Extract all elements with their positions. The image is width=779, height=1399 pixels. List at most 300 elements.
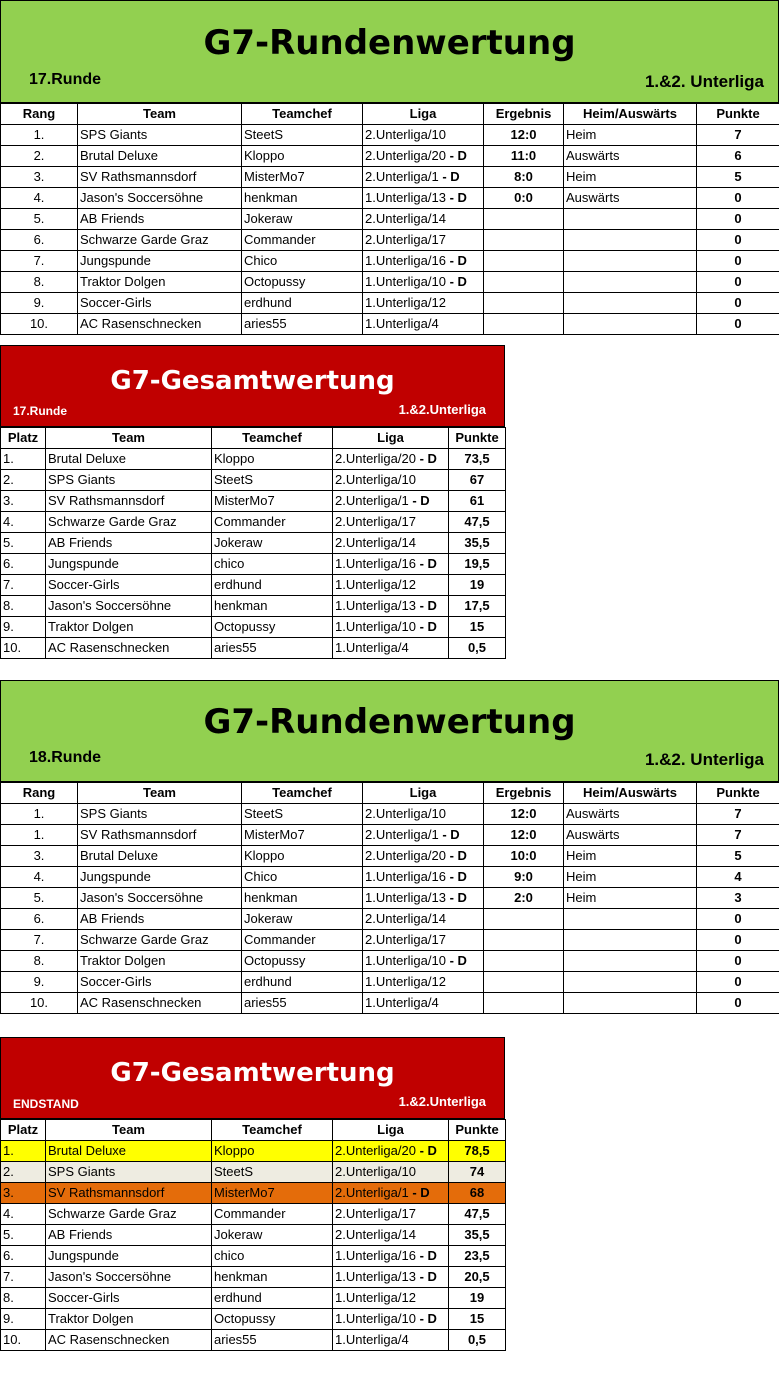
punkte-cell: 78,5 xyxy=(449,1141,506,1162)
punkte-cell: 6 xyxy=(697,146,779,167)
team-cell: SV Rathsmannsdorf xyxy=(46,1183,212,1204)
table-row xyxy=(1,993,779,1014)
table-row xyxy=(1,272,779,293)
punkte-cell: 5 xyxy=(697,846,779,867)
ergebnis-cell xyxy=(484,972,564,993)
ergebnis-cell: 12:0 xyxy=(484,825,564,846)
team-cell: AB Friends xyxy=(78,209,242,230)
liga-cell: 1.Unterliga/10 - D xyxy=(333,617,449,638)
punkte-cell: 20,5 xyxy=(449,1267,506,1288)
ergebnis-cell: 12:0 xyxy=(484,125,564,146)
team-cell: Schwarze Garde Graz xyxy=(78,930,242,951)
table-row xyxy=(1,146,779,167)
heim-auswaerts-cell: Auswärts xyxy=(564,804,697,825)
team-cell: Brutal Deluxe xyxy=(78,846,242,867)
round-label: 17.Runde xyxy=(13,404,68,418)
teamchef-cell: Jokeraw xyxy=(212,1225,333,1246)
rundenwertung-banner xyxy=(0,0,779,103)
heim-auswaerts-cell: Heim xyxy=(564,846,697,867)
col-header: Liga xyxy=(333,1120,449,1141)
team-cell: SV Rathsmannsdorf xyxy=(78,825,242,846)
rank-cell: 10. xyxy=(1,993,78,1014)
table-row xyxy=(1,804,779,825)
rank-cell: 3. xyxy=(1,167,78,188)
table-row xyxy=(1,617,506,638)
ergebnis-cell xyxy=(484,272,564,293)
teamchef-cell: Chico xyxy=(242,867,363,888)
ergebnis-cell: 0:0 xyxy=(484,188,564,209)
gesamtwertung-17 xyxy=(0,345,505,659)
teamchef-cell: erdhund xyxy=(212,575,333,596)
liga-cell: 1.Unterliga/16 - D xyxy=(363,251,484,272)
table-row xyxy=(1,230,779,251)
liga-cell: 1.Unterliga/12 xyxy=(333,575,449,596)
team-cell: SPS Giants xyxy=(78,125,242,146)
platz-cell: 10. xyxy=(1,1330,46,1351)
banner-title: G7-Rundenwertung xyxy=(203,23,576,63)
gesamtwertung-table xyxy=(0,427,506,659)
team-cell: Schwarze Garde Graz xyxy=(78,230,242,251)
table-row xyxy=(1,596,506,617)
heim-auswaerts-cell xyxy=(564,930,697,951)
col-header: Platz xyxy=(1,428,46,449)
teamchef-cell: SteetS xyxy=(242,125,363,146)
team-cell: SPS Giants xyxy=(78,804,242,825)
teamchef-cell: MisterMo7 xyxy=(242,825,363,846)
ergebnis-cell xyxy=(484,293,564,314)
col-header: Heim/Auswärts xyxy=(564,783,697,804)
liga-cell: 2.Unterliga/17 xyxy=(363,230,484,251)
punkte-cell: 47,5 xyxy=(449,512,506,533)
table-row xyxy=(1,125,779,146)
platz-cell: 10. xyxy=(1,638,46,659)
punkte-cell: 74 xyxy=(449,1162,506,1183)
teamchef-cell: erdhund xyxy=(242,972,363,993)
rank-cell: 8. xyxy=(1,951,78,972)
heim-auswaerts-cell xyxy=(564,230,697,251)
teamchef-cell: Commander xyxy=(212,1204,333,1225)
ergebnis-cell: 2:0 xyxy=(484,888,564,909)
team-cell: SPS Giants xyxy=(46,1162,212,1183)
table-row xyxy=(1,470,506,491)
platz-cell: 1. xyxy=(1,449,46,470)
liga-cell: 1.Unterliga/13 - D xyxy=(363,188,484,209)
liga-cell: 2.Unterliga/10 xyxy=(333,470,449,491)
punkte-cell: 0 xyxy=(697,930,779,951)
heim-auswaerts-cell: Auswärts xyxy=(564,825,697,846)
punkte-cell: 19,5 xyxy=(449,554,506,575)
col-header: Liga xyxy=(333,428,449,449)
team-cell: Jungspunde xyxy=(78,251,242,272)
punkte-cell: 47,5 xyxy=(449,1204,506,1225)
table-row xyxy=(1,638,506,659)
liga-cell: 2.Unterliga/1 - D xyxy=(363,167,484,188)
table-row xyxy=(1,512,506,533)
rank-cell: 1. xyxy=(1,804,78,825)
liga-cell: 1.Unterliga/12 xyxy=(363,972,484,993)
punkte-cell: 15 xyxy=(449,617,506,638)
teamchef-cell: henkman xyxy=(242,188,363,209)
table-row xyxy=(1,972,779,993)
teamchef-cell: MisterMo7 xyxy=(212,1183,333,1204)
platz-cell: 3. xyxy=(1,1183,46,1204)
table-row xyxy=(1,533,506,554)
platz-cell: 9. xyxy=(1,1309,46,1330)
team-cell: Soccer-Girls xyxy=(46,1288,212,1309)
heim-auswaerts-cell: Auswärts xyxy=(564,188,697,209)
table-row xyxy=(1,1162,506,1183)
punkte-cell: 0,5 xyxy=(449,638,506,659)
rank-cell: 7. xyxy=(1,251,78,272)
heim-auswaerts-cell: Heim xyxy=(564,867,697,888)
team-cell: Soccer-Girls xyxy=(78,293,242,314)
team-cell: Schwarze Garde Graz xyxy=(46,1204,212,1225)
gesamtwertung-endstand xyxy=(0,1037,505,1351)
liga-cell: 2.Unterliga/20 - D xyxy=(333,1141,449,1162)
ergebnis-cell xyxy=(484,251,564,272)
liga-cell: 2.Unterliga/20 - D xyxy=(333,449,449,470)
league-label: 1.&2.Unterliga xyxy=(398,1094,486,1109)
banner-title: G7-Rundenwertung xyxy=(203,702,576,742)
platz-cell: 9. xyxy=(1,617,46,638)
liga-cell: 1.Unterliga/4 xyxy=(333,638,449,659)
liga-cell: 1.Unterliga/16 - D xyxy=(333,554,449,575)
col-header: Punkte xyxy=(697,104,779,125)
teamchef-cell: Jokeraw xyxy=(242,209,363,230)
round-label: 18.Runde xyxy=(29,749,102,766)
teamchef-cell: Kloppo xyxy=(242,846,363,867)
teamchef-cell: Octopussy xyxy=(212,617,333,638)
punkte-cell: 7 xyxy=(697,804,779,825)
platz-cell: 2. xyxy=(1,470,46,491)
teamchef-cell: chico xyxy=(212,554,333,575)
teamchef-cell: aries55 xyxy=(242,993,363,1014)
team-cell: SV Rathsmannsdorf xyxy=(78,167,242,188)
col-header: Rang xyxy=(1,783,78,804)
platz-cell: 6. xyxy=(1,554,46,575)
liga-cell: 1.Unterliga/4 xyxy=(363,993,484,1014)
col-header: Punkte xyxy=(697,783,779,804)
punkte-cell: 3 xyxy=(697,888,779,909)
col-header: Teamchef xyxy=(212,428,333,449)
liga-cell: 1.Unterliga/4 xyxy=(363,314,484,335)
table-row xyxy=(1,867,779,888)
team-cell: Brutal Deluxe xyxy=(78,146,242,167)
punkte-cell: 35,5 xyxy=(449,533,506,554)
table-row xyxy=(1,1225,506,1246)
team-cell: Traktor Dolgen xyxy=(78,272,242,293)
league-label: 1.&2. Unterliga xyxy=(644,750,764,769)
teamchef-cell: SteetS xyxy=(242,804,363,825)
teamchef-cell: erdhund xyxy=(242,293,363,314)
liga-cell: 1.Unterliga/13 - D xyxy=(333,1267,449,1288)
rank-cell: 8. xyxy=(1,272,78,293)
team-cell: Brutal Deluxe xyxy=(46,449,212,470)
liga-cell: 2.Unterliga/17 xyxy=(363,930,484,951)
teamchef-cell: SteetS xyxy=(212,470,333,491)
punkte-cell: 5 xyxy=(697,167,779,188)
liga-cell: 1.Unterliga/13 - D xyxy=(363,888,484,909)
table-row xyxy=(1,1246,506,1267)
liga-cell: 1.Unterliga/10 - D xyxy=(333,1309,449,1330)
table-row xyxy=(1,554,506,575)
team-cell: AB Friends xyxy=(46,1225,212,1246)
teamchef-cell: Jokeraw xyxy=(212,533,333,554)
liga-cell: 2.Unterliga/10 xyxy=(333,1162,449,1183)
heim-auswaerts-cell xyxy=(564,951,697,972)
teamchef-cell: Octopussy xyxy=(242,272,363,293)
punkte-cell: 4 xyxy=(697,867,779,888)
team-cell: Soccer-Girls xyxy=(78,972,242,993)
punkte-cell: 23,5 xyxy=(449,1246,506,1267)
platz-cell: 8. xyxy=(1,1288,46,1309)
teamchef-cell: Commander xyxy=(242,930,363,951)
rank-cell: 9. xyxy=(1,972,78,993)
punkte-cell: 67 xyxy=(449,470,506,491)
punkte-cell: 15 xyxy=(449,1309,506,1330)
team-cell: Schwarze Garde Graz xyxy=(46,512,212,533)
platz-cell: 4. xyxy=(1,1204,46,1225)
col-header: Punkte xyxy=(449,428,506,449)
teamchef-cell: henkman xyxy=(242,888,363,909)
liga-cell: 2.Unterliga/20 - D xyxy=(363,846,484,867)
punkte-cell: 0 xyxy=(697,993,779,1014)
liga-cell: 2.Unterliga/1 - D xyxy=(363,825,484,846)
team-cell: Traktor Dolgen xyxy=(46,617,212,638)
col-header: Team xyxy=(46,428,212,449)
banner-title: G7-Gesamtwertung xyxy=(110,366,395,396)
rundenwertung-banner xyxy=(0,680,779,782)
col-header: Team xyxy=(46,1120,212,1141)
heim-auswaerts-cell: Auswärts xyxy=(564,146,697,167)
punkte-cell: 0 xyxy=(697,230,779,251)
teamchef-cell: Jokeraw xyxy=(242,909,363,930)
liga-cell: 2.Unterliga/14 xyxy=(363,909,484,930)
team-cell: Jason's Soccersöhne xyxy=(78,188,242,209)
liga-cell: 2.Unterliga/14 xyxy=(363,209,484,230)
table-row xyxy=(1,930,779,951)
rank-cell: 10. xyxy=(1,314,78,335)
team-cell: SPS Giants xyxy=(46,470,212,491)
platz-cell: 5. xyxy=(1,533,46,554)
punkte-cell: 0,5 xyxy=(449,1330,506,1351)
rank-cell: 1. xyxy=(1,825,78,846)
table-row xyxy=(1,825,779,846)
col-header: Punkte xyxy=(449,1120,506,1141)
team-cell: Traktor Dolgen xyxy=(46,1309,212,1330)
liga-cell: 2.Unterliga/1 - D xyxy=(333,1183,449,1204)
heim-auswaerts-cell xyxy=(564,209,697,230)
platz-cell: 7. xyxy=(1,1267,46,1288)
heim-auswaerts-cell xyxy=(564,972,697,993)
rank-cell: 4. xyxy=(1,188,78,209)
header-row xyxy=(1,1120,506,1141)
rundenwertung-table xyxy=(0,103,779,335)
table-row xyxy=(1,1330,506,1351)
teamchef-cell: chico xyxy=(212,1246,333,1267)
col-header: Team xyxy=(78,783,242,804)
liga-cell: 2.Unterliga/14 xyxy=(333,1225,449,1246)
ergebnis-cell xyxy=(484,951,564,972)
rundenwertung-18 xyxy=(0,680,779,1014)
liga-cell: 2.Unterliga/17 xyxy=(333,1204,449,1225)
rank-cell: 5. xyxy=(1,888,78,909)
liga-cell: 1.Unterliga/16 - D xyxy=(363,867,484,888)
punkte-cell: 7 xyxy=(697,125,779,146)
teamchef-cell: MisterMo7 xyxy=(212,491,333,512)
teamchef-cell: henkman xyxy=(212,596,333,617)
punkte-cell: 73,5 xyxy=(449,449,506,470)
col-header: Ergebnis xyxy=(484,783,564,804)
col-header: Teamchef xyxy=(242,104,363,125)
liga-cell: 1.Unterliga/12 xyxy=(363,293,484,314)
punkte-cell: 19 xyxy=(449,575,506,596)
team-cell: Soccer-Girls xyxy=(46,575,212,596)
round-label: 17.Runde xyxy=(29,71,102,88)
team-cell: AC Rasenschnecken xyxy=(46,1330,212,1351)
punkte-cell: 0 xyxy=(697,251,779,272)
liga-cell: 2.Unterliga/1 - D xyxy=(333,491,449,512)
team-cell: AC Rasenschnecken xyxy=(46,638,212,659)
ergebnis-cell xyxy=(484,930,564,951)
rank-cell: 1. xyxy=(1,125,78,146)
ergebnis-cell: 9:0 xyxy=(484,867,564,888)
col-header: Team xyxy=(78,104,242,125)
table-row xyxy=(1,575,506,596)
team-cell: SV Rathsmannsdorf xyxy=(46,491,212,512)
team-cell: Jungspunde xyxy=(46,1246,212,1267)
liga-cell: 2.Unterliga/20 - D xyxy=(363,146,484,167)
team-cell: Jason's Soccersöhne xyxy=(46,1267,212,1288)
table-row xyxy=(1,888,779,909)
punkte-cell: 19 xyxy=(449,1288,506,1309)
teamchef-cell: SteetS xyxy=(212,1162,333,1183)
col-header: Teamchef xyxy=(242,783,363,804)
col-header: Heim/Auswärts xyxy=(564,104,697,125)
header-row xyxy=(1,104,779,125)
punkte-cell: 61 xyxy=(449,491,506,512)
rundenwertung-table xyxy=(0,782,779,1014)
teamchef-cell: aries55 xyxy=(212,638,333,659)
table-row xyxy=(1,167,779,188)
platz-cell: 7. xyxy=(1,575,46,596)
rank-cell: 6. xyxy=(1,230,78,251)
table-row xyxy=(1,251,779,272)
team-cell: AB Friends xyxy=(46,533,212,554)
liga-cell: 2.Unterliga/10 xyxy=(363,125,484,146)
liga-cell: 1.Unterliga/4 xyxy=(333,1330,449,1351)
punkte-cell: 17,5 xyxy=(449,596,506,617)
rank-cell: 2. xyxy=(1,146,78,167)
table-row xyxy=(1,909,779,930)
platz-cell: 1. xyxy=(1,1141,46,1162)
table-row xyxy=(1,1309,506,1330)
punkte-cell: 0 xyxy=(697,909,779,930)
header-row xyxy=(1,428,506,449)
punkte-cell: 68 xyxy=(449,1183,506,1204)
heim-auswaerts-cell xyxy=(564,293,697,314)
col-header: Platz xyxy=(1,1120,46,1141)
rank-cell: 6. xyxy=(1,909,78,930)
league-label: 1.&2. Unterliga xyxy=(644,72,764,91)
teamchef-cell: Kloppo xyxy=(212,1141,333,1162)
col-header: Ergebnis xyxy=(484,104,564,125)
team-cell: Jason's Soccersöhne xyxy=(46,596,212,617)
rank-cell: 5. xyxy=(1,209,78,230)
heim-auswaerts-cell xyxy=(564,909,697,930)
team-cell: AC Rasenschnecken xyxy=(78,314,242,335)
teamchef-cell: aries55 xyxy=(212,1330,333,1351)
liga-cell: 2.Unterliga/17 xyxy=(333,512,449,533)
gesamtwertung-banner xyxy=(0,345,505,427)
table-row xyxy=(1,846,779,867)
punkte-cell: 0 xyxy=(697,188,779,209)
team-cell: Jason's Soccersöhne xyxy=(78,888,242,909)
teamchef-cell: Octopussy xyxy=(212,1309,333,1330)
gesamtwertung-table xyxy=(0,1119,506,1351)
heim-auswaerts-cell xyxy=(564,993,697,1014)
heim-auswaerts-cell: Heim xyxy=(564,125,697,146)
banner-title: G7-Gesamtwertung xyxy=(110,1058,395,1088)
punkte-cell: 35,5 xyxy=(449,1225,506,1246)
team-cell: AC Rasenschnecken xyxy=(78,993,242,1014)
platz-cell: 4. xyxy=(1,512,46,533)
liga-cell: 1.Unterliga/13 - D xyxy=(333,596,449,617)
col-header: Rang xyxy=(1,104,78,125)
rundenwertung-17 xyxy=(0,0,779,335)
ergebnis-cell: 8:0 xyxy=(484,167,564,188)
table-row xyxy=(1,1288,506,1309)
team-cell: Jungspunde xyxy=(46,554,212,575)
liga-cell: 1.Unterliga/12 xyxy=(333,1288,449,1309)
ergebnis-cell xyxy=(484,209,564,230)
rank-cell: 4. xyxy=(1,867,78,888)
ergebnis-cell xyxy=(484,314,564,335)
rank-cell: 7. xyxy=(1,930,78,951)
team-cell: Jungspunde xyxy=(78,867,242,888)
teamchef-cell: aries55 xyxy=(242,314,363,335)
heim-auswaerts-cell: Heim xyxy=(564,888,697,909)
teamchef-cell: Commander xyxy=(212,512,333,533)
punkte-cell: 0 xyxy=(697,272,779,293)
platz-cell: 8. xyxy=(1,596,46,617)
liga-cell: 1.Unterliga/10 - D xyxy=(363,272,484,293)
liga-cell: 2.Unterliga/10 xyxy=(363,804,484,825)
league-label: 1.&2.Unterliga xyxy=(398,402,486,417)
team-cell: Brutal Deluxe xyxy=(46,1141,212,1162)
ergebnis-cell: 12:0 xyxy=(484,804,564,825)
col-header: Liga xyxy=(363,783,484,804)
platz-cell: 3. xyxy=(1,491,46,512)
ergebnis-cell xyxy=(484,230,564,251)
table-row xyxy=(1,314,779,335)
ergebnis-cell: 11:0 xyxy=(484,146,564,167)
table-row xyxy=(1,293,779,314)
teamchef-cell: Chico xyxy=(242,251,363,272)
table-row xyxy=(1,491,506,512)
table-row xyxy=(1,1183,506,1204)
teamchef-cell: Kloppo xyxy=(212,449,333,470)
ergebnis-cell xyxy=(484,993,564,1014)
platz-cell: 5. xyxy=(1,1225,46,1246)
punkte-cell: 0 xyxy=(697,972,779,993)
col-header: Liga xyxy=(363,104,484,125)
teamchef-cell: Octopussy xyxy=(242,951,363,972)
punkte-cell: 0 xyxy=(697,951,779,972)
table-row xyxy=(1,1141,506,1162)
teamchef-cell: MisterMo7 xyxy=(242,167,363,188)
heim-auswaerts-cell xyxy=(564,251,697,272)
